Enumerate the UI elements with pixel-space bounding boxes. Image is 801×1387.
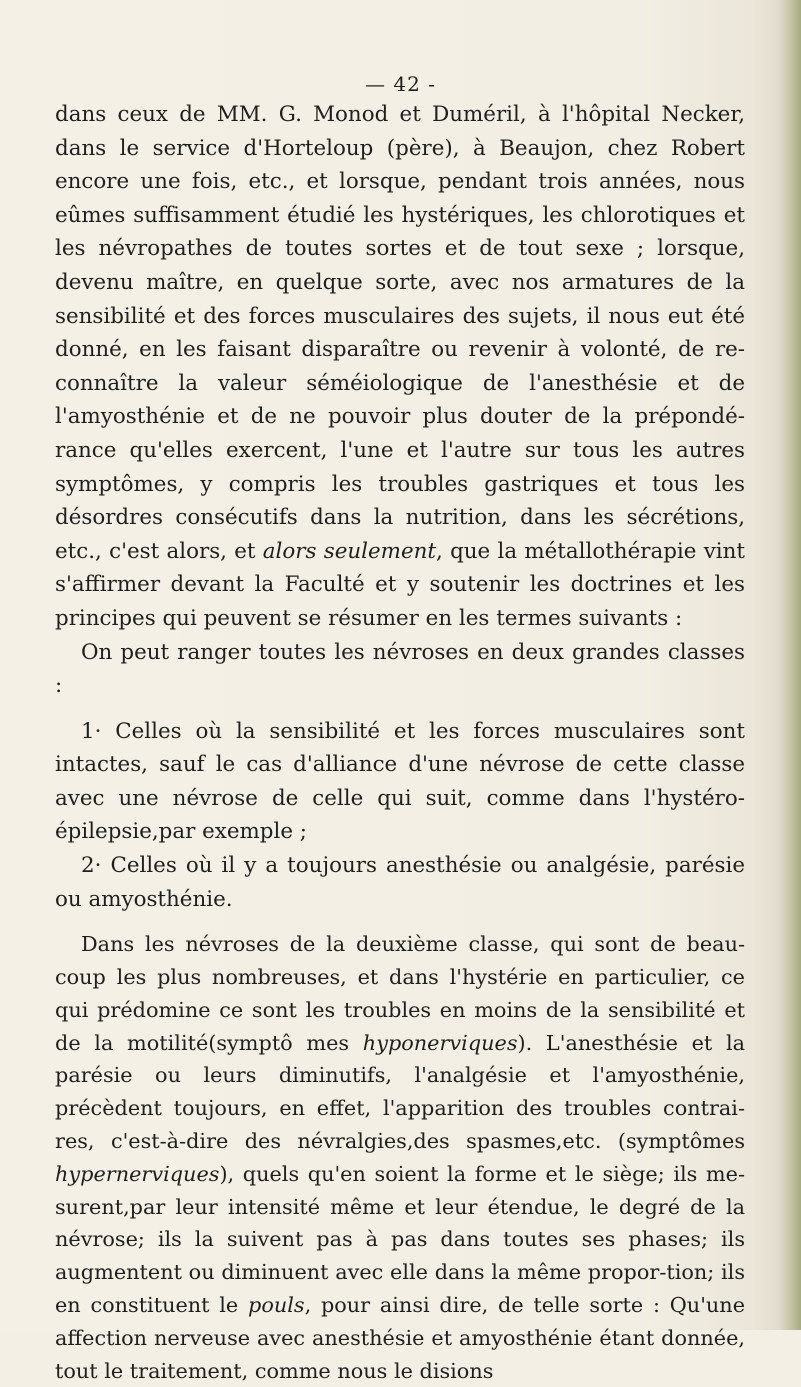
paragraph-3-part-1: Dans les névroses de la deuxième classe, qui sont de beau-coup les plus nombreuses, et dans l'hystérie en particulier, ce qui prédomine ce sont les troubles en moins de la sensibilité et de la motilité(symptô mes — [55, 932, 745, 1055]
page-number: — 42 - — [365, 72, 436, 96]
paragraph-2: On peut ranger toutes les névroses en deux grandes classes : — [55, 639, 745, 699]
term-hyponerviques: hyponerviques — [362, 1030, 518, 1055]
term-hypernerviques: hypernerviques — [55, 1161, 220, 1186]
paragraph-1-start: dans ceux de MM. G. Monod et Duméril, à l'hôpital Necker, dans le service d'Horteloup (père), à Beaujon, chez Robert encore une fois, etc., et lorsque, pendant trois années, nous eûmes suffisamment étudié les hystériques, les chlorotiques et les névropathes de toutes sortes et de tout sexe ; lorsque, devenu maître, en quelque sorte, avec nos armatures de la sensibilité et des forces musculaires des sujets, il nous eut été donné, en les faisant disparaître ou revenir à volonté, de re-connaître la valeur séméiologique de l'anesthésie et de l'amyosthénie et de ne pouvoir plus douter de la prépondé-rance qu'elles exercent, l'une et l'autre sur tous les autres symptômes, y compris les troubles gastriques et tous les désordres consécutifs dans la nutrition, dans les sécrétions, etc., c'est alors, et — [55, 102, 745, 564]
paragraph-3-part-4: , pour ainsi dire, de telle sorte : Qu'une affection nerveuse avec anesthésie et amyosthénie étant donnée, tout le traitement, comme nous le disions — [55, 1293, 746, 1383]
list-item-2: 2· Celles où il y a toujours anesthésie ou analgésie, parésie ou amyosthénie. — [55, 853, 745, 912]
paragraph-1 — [55, 98, 745, 636]
body-text — [55, 98, 745, 1387]
list-item-1: 1· Celles où la sensibilité et les forces musculaires sont intactes, sauf le cas d'alliance d'une névrose de cette classe avec une névrose de celle qui suit, comme dans l'hystéro-épilepsie,par exemple ; — [55, 718, 745, 845]
term-pouls: pouls — [248, 1293, 305, 1318]
paragraph-3-part-3: ), quels qu'en soient la forme et le siège; ils me-surent,par leur intensité même et leur étendue, le degré de la névrose; ils la suivent pas à pas dans toutes ses phases; ils augmentent ou diminuent avec elle dans la même propor-tion; ils en constituent le — [55, 1161, 745, 1318]
paragraph-3-part-2: ). L'anesthésie et la parésie ou leurs diminutifs, l'analgésie et l'amyosthénie, précèdent toujours, en effet, l'apparition des troubles contrai-res, c'est-à-dire des névralgies,des spasmes,etc. (symptômes — [55, 1030, 746, 1154]
paragraph-1-end: , que la métallothérapie vint s'affirmer devant la Faculté et y soutenir les doctrines et les principes qui peuvent se résumer en les termes suivants : — [55, 538, 745, 631]
paragraph-1-emphasis: alors seulement — [262, 538, 436, 564]
paragraph-3 — [55, 928, 745, 1387]
page-edge-shadow — [779, 0, 801, 1330]
